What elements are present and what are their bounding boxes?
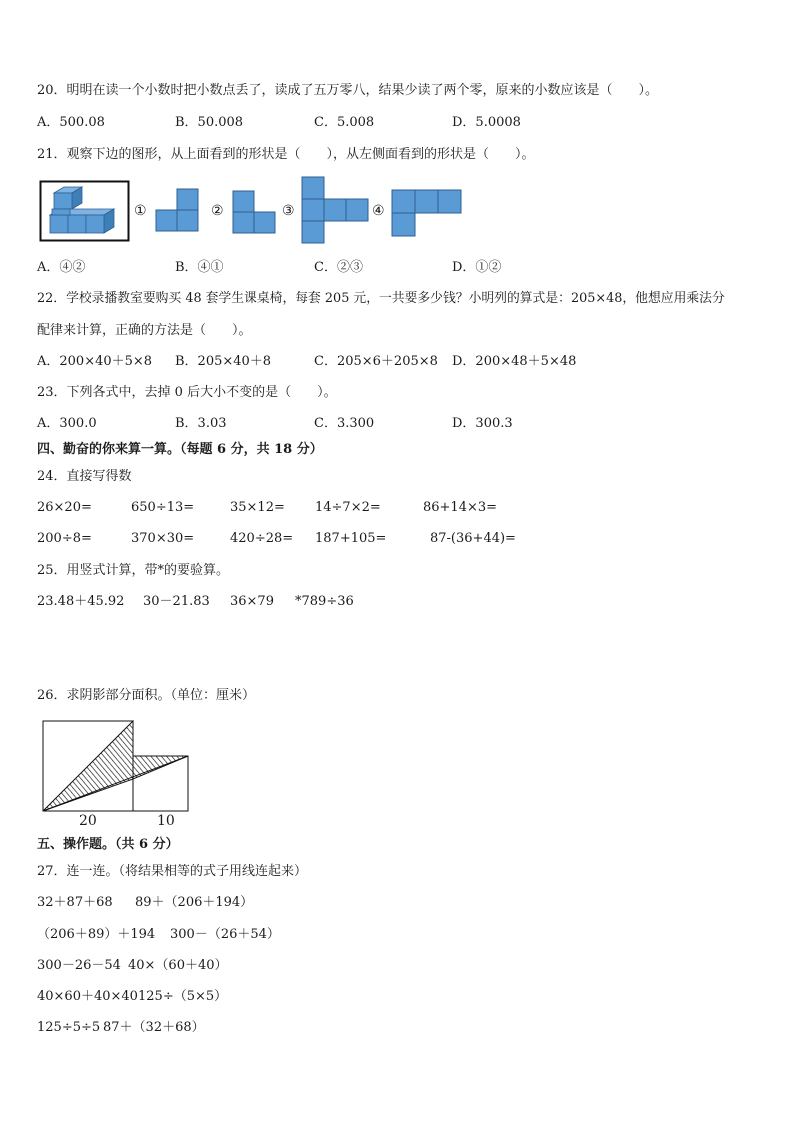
q25-item-2: 30－21.83 [143,594,210,609]
match-left-4: 40×60＋40×40 [37,989,138,1004]
match-left-1: 32＋87＋68 [37,895,113,910]
dimension-10: 10 [157,813,175,829]
match-left-2: （206＋89）＋194 [37,927,156,942]
q21-option-c: C．②③ [314,260,363,275]
q20-option-c: C．5.008 [314,115,375,130]
q24-item-9: 187+105= [315,531,387,546]
match-right-3: 40×（60＋40） [128,958,228,973]
q24-item-1: 26×20= [37,500,92,515]
question-22-line-2: 配律来计算，正确的方法是（ ）。 [37,323,252,338]
question-22-line-1: 22．学校录播教室要购买 48 套学生课桌椅，每套 205 元，一共要多少钱？小明列的算式是：205×48，他想应用乘法分 [37,291,725,306]
q23-option-d: D．300.3 [452,416,513,431]
question-25-title: 25．用竖式计算，带*的要验算。 [37,563,230,578]
q24-item-6: 200÷8= [37,531,92,546]
q22-option-c: C．205×6＋205×8 [314,354,438,369]
match-right-2: 300－（26＋54） [170,927,280,942]
q24-item-8: 420÷28= [230,531,294,546]
q25-item-4: *789÷36 [295,594,354,609]
q20-option-d: D．5.0008 [452,115,521,130]
question-24-title: 24．直接写得数 [37,469,132,484]
shape-label-2: ② [211,203,224,219]
shape-label-3: ③ [282,203,295,219]
q23-option-a: A．300.0 [37,416,97,431]
question-21-text: 21．观察下边的图形，从上面看到的形状是（ ），从左侧面看到的形状是（ ）。 [37,147,535,162]
q22-option-d: D．200×48＋5×48 [452,354,577,369]
q20-option-b: B．50.008 [175,115,244,130]
dimension-20: 20 [79,813,97,829]
match-left-3: 300－26－54 [37,958,121,973]
q20-option-a: A．500.08 [37,115,105,130]
q25-item-3: 36×79 [230,594,274,609]
shape-option-4 [391,190,463,238]
cube-stack-figure [40,181,130,242]
q24-item-4: 14÷7×2= [315,500,381,515]
match-right-5: 87＋（32＋68） [103,1020,205,1035]
q25-item-1: 23.48＋45.92 [37,594,125,609]
question-20-text: 20．明明在读一个小数时把小数点丢了，读成了五万零八，结果少读了两个零，原来的小数应该是（ ）。 [37,83,659,98]
q24-item-3: 35×12= [230,500,285,515]
q21-option-a: A．④② [37,260,86,275]
shape-label-4: ④ [372,203,385,219]
section-4-heading: 四、勤奋的你来算一算。（每题 6 分，共 18 分） [37,442,323,457]
match-right-1: 89＋（206＋194） [135,895,254,910]
q21-option-b: B．④① [175,260,224,275]
q24-item-5: 86+14×3= [423,500,498,515]
question-26-title: 26．求阴影部分面积。（单位：厘米） [37,688,256,703]
question-23-text: 23．下列各式中，去掉 0 后大小不变的是（ ）。 [37,385,337,400]
q23-option-c: C．3.300 [314,416,375,431]
q22-option-a: A．200×40＋5×8 [37,354,153,369]
section-5-heading: 五、操作题。（共 6 分） [37,837,179,852]
q24-item-10: 87-(36+44)= [430,531,516,546]
q21-option-d: D．①② [452,260,502,275]
shape-option-3 [301,177,371,245]
q24-item-2: 650÷13= [131,500,195,515]
q23-option-b: B．3.03 [175,416,227,431]
match-left-5: 125÷5÷5 [37,1020,101,1035]
shape-option-2 [232,191,276,235]
q24-item-7: 370×30= [131,531,195,546]
shape-option-1 [155,189,199,233]
shape-label-1: ① [134,203,147,219]
match-right-4: 125÷（5×5） [138,989,228,1004]
question-27-title: 27．连一连。（将结果相等的式子用线连起来） [37,864,308,879]
q22-option-b: B．205×40＋8 [175,354,272,369]
